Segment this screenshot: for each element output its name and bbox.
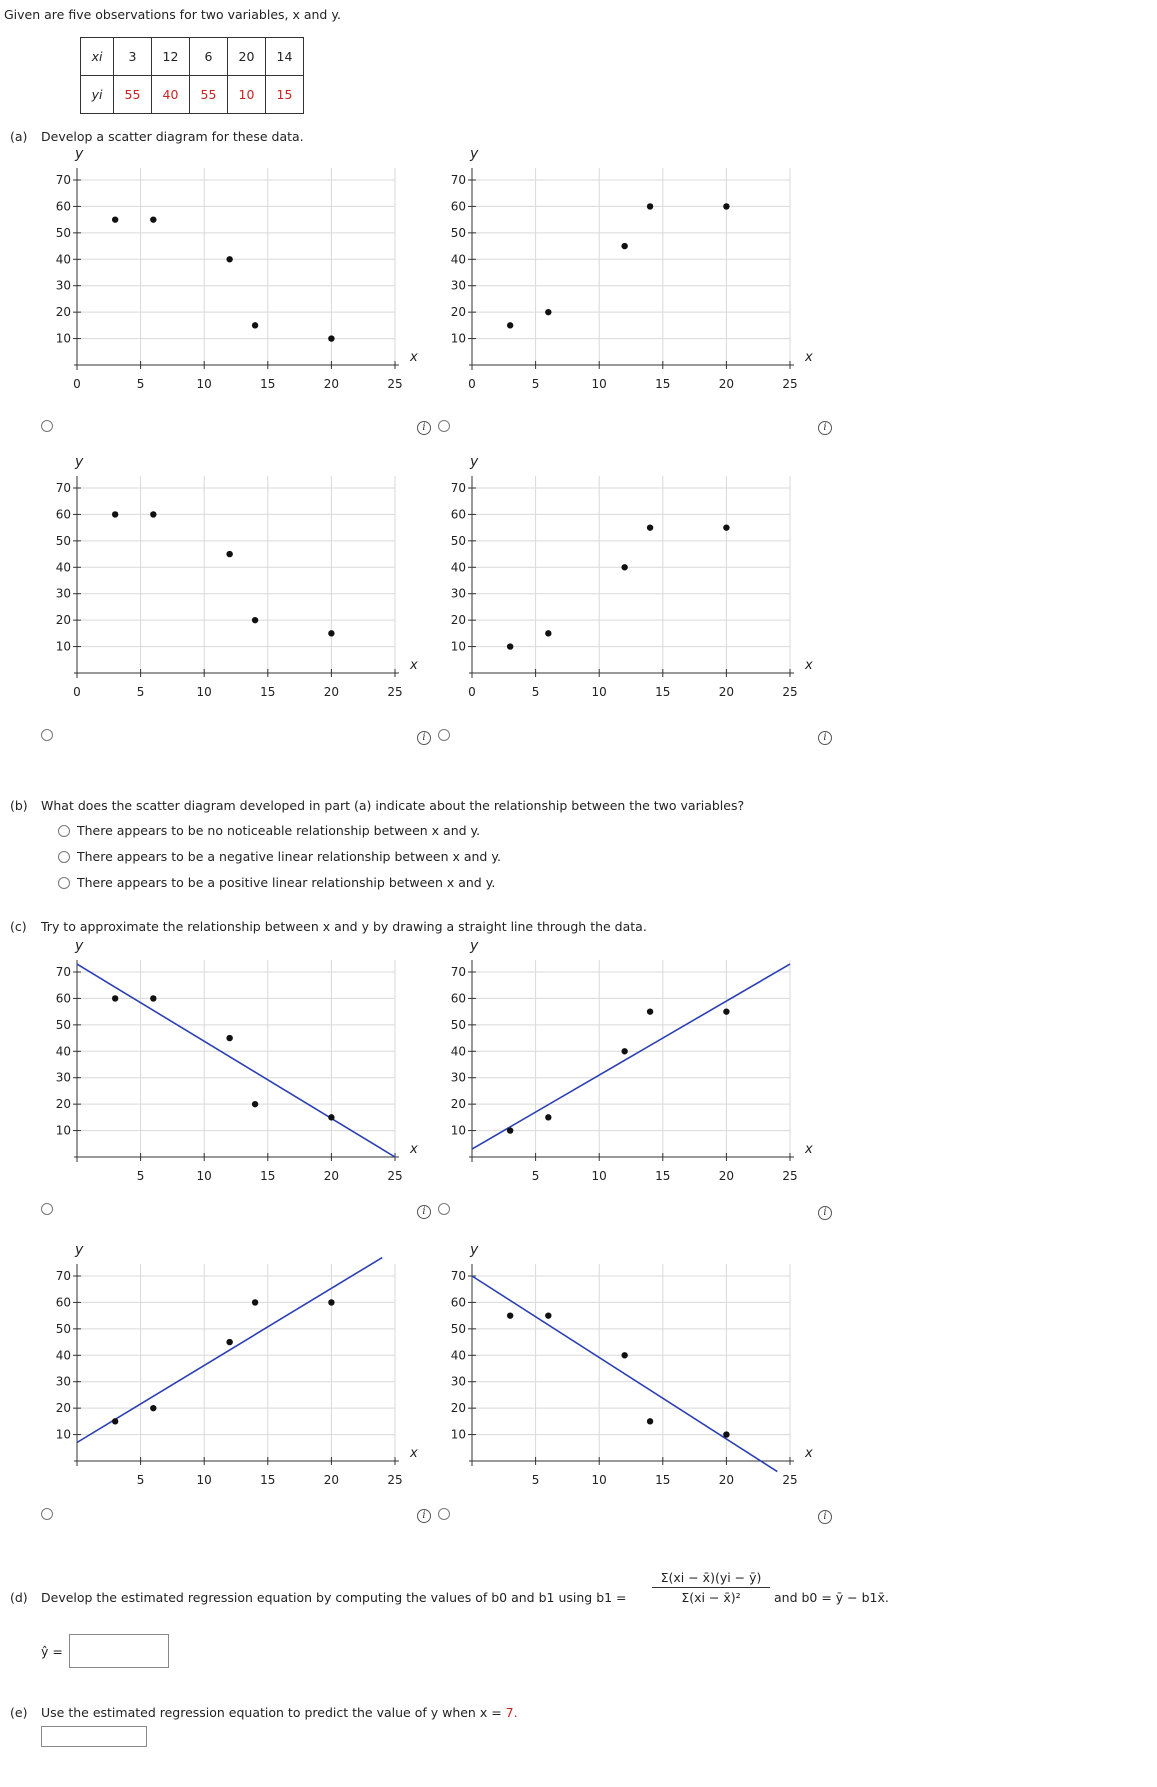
x-tick-label: 25: [387, 377, 403, 391]
data-point: [723, 1431, 729, 1437]
x-axis-label: x: [410, 658, 418, 673]
data-point: [545, 630, 551, 636]
y-tick-label: 40: [450, 560, 466, 575]
x-tick-label: 5: [136, 685, 145, 699]
x-tick-label: 5: [136, 377, 145, 391]
y-tick-label: 20: [55, 1401, 71, 1416]
choice-radio-a4[interactable]: [438, 729, 450, 741]
x-tick-label: 25: [782, 685, 798, 699]
y-tick-label: 40: [55, 1348, 71, 1363]
b1-denominator: Σ(xi − x̄)²: [681, 1590, 741, 1605]
option-label: There appears to be no noticeable relationship between x and y.: [77, 823, 481, 838]
y-tick-label: 60: [450, 991, 466, 1006]
part-c-label: (c): [10, 919, 27, 934]
x-axis-label: x: [805, 350, 813, 365]
fit-line: [472, 1276, 777, 1472]
data-point: [252, 1299, 258, 1305]
part-c-text: Try to approximate the relationship between x and y by drawing a straight line through the data.: [41, 919, 647, 934]
grid: [77, 476, 395, 673]
data-point: [252, 617, 258, 623]
choice-radio-c3[interactable]: [41, 1508, 53, 1520]
part-b-label: (b): [10, 798, 28, 813]
yhat-label: ŷ =: [41, 1644, 63, 1659]
fraction-bar: [652, 1587, 770, 1588]
y-tick-label: 50: [55, 533, 71, 548]
x-header: xi: [81, 38, 114, 76]
y-tick-label: 70: [55, 1269, 71, 1283]
x-tick-label: 15: [260, 1169, 276, 1183]
part-e-question: Use the estimated regression equation to predict the value of y when x =: [41, 1705, 502, 1720]
y-tick-label: 20: [55, 613, 71, 628]
data-point: [723, 203, 729, 209]
x-tick-label: 20: [718, 1169, 735, 1183]
data-point: [226, 1035, 232, 1041]
y-tick-label: 30: [55, 586, 71, 601]
fit-line: [77, 1258, 382, 1443]
y-tick-label: 20: [450, 1097, 466, 1112]
y-tick-label: 30: [450, 586, 466, 601]
x-tick-label: 10: [196, 1473, 212, 1487]
data-point: [150, 511, 156, 517]
fit-line: [472, 964, 790, 1149]
scatter-chart-a2: [425, 150, 825, 415]
y-tick-label: 60: [450, 507, 466, 522]
y-tick-label: 10: [450, 1427, 466, 1442]
x-tick-label: 5: [136, 1169, 145, 1183]
y-tick-label: 60: [450, 199, 466, 214]
x-tick-label: 10: [591, 1169, 607, 1183]
data-point: [150, 995, 156, 1001]
data-point: [621, 243, 627, 249]
data-point: [723, 524, 729, 530]
part-e-x-value: 7.: [505, 1705, 518, 1720]
info-icon[interactable]: i: [818, 421, 832, 435]
x-tick-label: 20: [323, 1473, 340, 1487]
y-tick-label: 30: [450, 1070, 466, 1085]
line-chart-c4: [425, 1246, 825, 1511]
y-tick-label: 70: [55, 173, 71, 187]
x-value: 20: [228, 38, 266, 76]
data-point: [723, 1008, 729, 1014]
data-point: [507, 322, 513, 328]
x-tick-label: 25: [782, 1473, 798, 1487]
y-tick-label: 10: [55, 1123, 71, 1138]
choice-radio-c1[interactable]: [41, 1203, 53, 1215]
y-tick-label: 50: [55, 225, 71, 240]
data-point: [647, 524, 653, 530]
y-tick-label: 20: [450, 613, 466, 628]
y-tick-label: 30: [55, 1070, 71, 1085]
data-point: [150, 1405, 156, 1411]
x-row: [81, 38, 304, 76]
y-tick-label: 60: [55, 991, 71, 1006]
x-tick-label: 20: [718, 1473, 735, 1487]
y-tick-label: 70: [450, 1269, 466, 1283]
data-point: [226, 256, 232, 262]
x-tick-label: 25: [387, 1169, 403, 1183]
y-tick-label: 20: [450, 305, 466, 320]
y-tick-label: 30: [55, 278, 71, 293]
choice-radio-a1[interactable]: [41, 420, 53, 432]
data-point: [507, 1127, 513, 1133]
data-point: [507, 1312, 513, 1318]
data-point: [226, 1339, 232, 1345]
data-point: [252, 1101, 258, 1107]
y-tick-label: 10: [450, 639, 466, 654]
part-d-text: Develop the estimated regression equation by computing the values of b0 and b1 using b1 =: [41, 1590, 627, 1605]
info-icon[interactable]: i: [818, 1510, 832, 1524]
y-axis-label: y: [470, 458, 479, 470]
x-axis-label: x: [805, 658, 813, 673]
y-tick-label: 40: [55, 252, 71, 267]
part-d-label: (d): [10, 1590, 28, 1605]
y-tick-label: 70: [450, 173, 466, 187]
fit-line: [77, 964, 395, 1157]
data-point: [328, 630, 334, 636]
x-tick-label: 15: [260, 1473, 276, 1487]
grid: [472, 476, 790, 673]
data-point: [545, 1312, 551, 1318]
grid: [77, 1264, 395, 1461]
x-tick-label: 5: [531, 685, 540, 699]
x-axis-label: x: [805, 1142, 813, 1157]
x-tick-label: 15: [260, 685, 276, 699]
y-tick-label: 60: [55, 1295, 71, 1310]
part-e-text: [41, 1705, 518, 1720]
x-tick-label: 0: [468, 377, 476, 391]
data-point: [252, 322, 258, 328]
option-radio[interactable]: [58, 851, 70, 863]
x-tick-label: 15: [655, 685, 671, 699]
option-label: There appears to be a negative linear relationship between x and y.: [77, 849, 501, 864]
data-point: [621, 1048, 627, 1054]
grid: [472, 1264, 790, 1461]
x-tick-label: 15: [655, 377, 671, 391]
y-tick-label: 10: [55, 331, 71, 346]
choice-radio-a2[interactable]: [438, 420, 450, 432]
part-b-text: What does the scatter diagram developed in part (a) indicate about the relationship between the two variables?: [41, 798, 745, 813]
choice-radio-c4[interactable]: [438, 1508, 450, 1520]
scatter-chart-a3: [30, 458, 430, 723]
part-a-text: Develop a scatter diagram for these data.: [41, 129, 304, 144]
scatter-chart-a1: [30, 150, 430, 415]
data-point: [112, 1418, 118, 1424]
x-tick-label: 10: [591, 1473, 607, 1487]
info-icon[interactable]: i: [417, 421, 431, 435]
y-value: 55: [114, 76, 152, 114]
intro-text: Given are five observations for two variables, x and y.: [4, 7, 341, 22]
y-axis-label: y: [75, 1246, 84, 1258]
y-tick-label: 70: [55, 965, 71, 979]
y-tick-label: 30: [450, 278, 466, 293]
data-point: [328, 335, 334, 341]
data-point: [545, 1114, 551, 1120]
y-axis-label: y: [75, 150, 84, 162]
y-tick-label: 60: [450, 1295, 466, 1310]
x-axis-label: x: [805, 1446, 813, 1461]
data-point: [507, 643, 513, 649]
y-tick-label: 60: [55, 199, 71, 214]
y-tick-label: 20: [55, 1097, 71, 1112]
x-tick-label: 15: [260, 377, 276, 391]
b0-formula: and b0 = ȳ − b1x̄.: [774, 1590, 889, 1605]
data-point: [621, 564, 627, 570]
data-point: [328, 1114, 334, 1120]
y-tick-label: 20: [450, 1401, 466, 1416]
y-axis-label: y: [470, 942, 479, 954]
x-tick-label: 20: [718, 377, 735, 391]
b1-numerator: Σ(xi − x̄)(yi − ȳ): [660, 1570, 762, 1585]
x-tick-label: 20: [323, 1169, 340, 1183]
data-point: [328, 1299, 334, 1305]
info-icon[interactable]: i: [818, 1206, 832, 1220]
y-tick-label: 70: [55, 481, 71, 495]
line-chart-c3: [30, 1246, 430, 1511]
y-tick-label: 40: [450, 1348, 466, 1363]
part-e-label: (e): [10, 1705, 28, 1720]
prediction-input[interactable]: [41, 1726, 147, 1747]
x-value: 14: [266, 38, 304, 76]
data-point: [647, 1008, 653, 1014]
x-tick-label: 10: [196, 377, 212, 391]
y-value: 40: [152, 76, 190, 114]
x-tick-label: 10: [591, 685, 607, 699]
choice-radio-c2[interactable]: [438, 1203, 450, 1215]
data-point: [150, 216, 156, 222]
scatter-chart-a4: [425, 458, 825, 723]
y-tick-label: 10: [450, 331, 466, 346]
y-tick-label: 50: [450, 1321, 466, 1336]
y-tick-label: 50: [450, 533, 466, 548]
grid: [77, 168, 395, 365]
option-radio[interactable]: [58, 877, 70, 889]
data-point: [647, 203, 653, 209]
y-tick-label: 20: [55, 305, 71, 320]
data-point: [112, 216, 118, 222]
regression-equation-input[interactable]: [69, 1634, 169, 1668]
y-tick-label: 50: [55, 1321, 71, 1336]
y-tick-label: 40: [450, 1044, 466, 1059]
b1-formula: [652, 1570, 770, 1605]
data-point: [112, 511, 118, 517]
x-tick-label: 25: [387, 1473, 403, 1487]
x-tick-label: 20: [323, 377, 340, 391]
x-tick-label: 15: [655, 1169, 671, 1183]
grid: [472, 168, 790, 365]
info-icon[interactable]: i: [417, 1205, 431, 1219]
x-tick-label: 20: [323, 685, 340, 699]
y-tick-label: 30: [450, 1374, 466, 1389]
part-a-label: (a): [10, 129, 28, 144]
x-axis-label: x: [410, 350, 418, 365]
data-point: [545, 309, 551, 315]
option-radio[interactable]: [58, 825, 70, 837]
x-tick-label: 0: [468, 685, 476, 699]
data-point: [621, 1352, 627, 1358]
grid: [472, 960, 790, 1157]
data-point: [112, 995, 118, 1001]
info-icon[interactable]: i: [417, 1509, 431, 1523]
x-tick-label: 25: [782, 1169, 798, 1183]
x-tick-label: 0: [73, 377, 81, 391]
y-header: yi: [81, 76, 114, 114]
y-tick-label: 10: [55, 1427, 71, 1442]
y-tick-label: 10: [450, 1123, 466, 1138]
y-axis-label: y: [470, 1246, 479, 1258]
y-tick-label: 70: [450, 481, 466, 495]
y-row: [81, 76, 304, 114]
y-tick-label: 50: [450, 225, 466, 240]
data-point: [226, 551, 232, 557]
y-value: 15: [266, 76, 304, 114]
y-tick-label: 30: [55, 1374, 71, 1389]
y-tick-label: 50: [55, 1017, 71, 1032]
x-value: 6: [190, 38, 228, 76]
x-tick-label: 25: [387, 685, 403, 699]
y-tick-label: 40: [55, 560, 71, 575]
y-tick-label: 10: [55, 639, 71, 654]
y-tick-label: 40: [55, 1044, 71, 1059]
x-tick-label: 0: [73, 685, 81, 699]
option-label: There appears to be a positive linear relationship between x and y.: [77, 875, 496, 890]
choice-radio-a3[interactable]: [41, 729, 53, 741]
y-tick-label: 60: [55, 507, 71, 522]
x-tick-label: 10: [196, 1169, 212, 1183]
y-tick-label: 40: [450, 252, 466, 267]
y-axis-label: y: [470, 150, 479, 162]
y-tick-label: 70: [450, 965, 466, 979]
x-value: 12: [152, 38, 190, 76]
y-tick-label: 50: [450, 1017, 466, 1032]
data-point: [647, 1418, 653, 1424]
x-tick-label: 5: [531, 1473, 540, 1487]
x-axis-label: x: [410, 1446, 418, 1461]
x-value: 3: [114, 38, 152, 76]
line-chart-c1: [30, 942, 430, 1207]
y-value: 10: [228, 76, 266, 114]
x-tick-label: 15: [655, 1473, 671, 1487]
info-icon[interactable]: i: [417, 731, 431, 745]
info-icon[interactable]: i: [818, 731, 832, 745]
x-tick-label: 5: [531, 1169, 540, 1183]
x-tick-label: 10: [591, 377, 607, 391]
x-tick-label: 20: [718, 685, 735, 699]
y-axis-label: y: [75, 458, 84, 470]
x-tick-label: 10: [196, 685, 212, 699]
x-tick-label: 5: [531, 377, 540, 391]
observation-table: [80, 37, 304, 114]
y-value: 55: [190, 76, 228, 114]
line-chart-c2: [425, 942, 825, 1207]
y-axis-label: y: [75, 942, 84, 954]
x-tick-label: 5: [136, 1473, 145, 1487]
x-tick-label: 25: [782, 377, 798, 391]
x-axis-label: x: [410, 1142, 418, 1157]
